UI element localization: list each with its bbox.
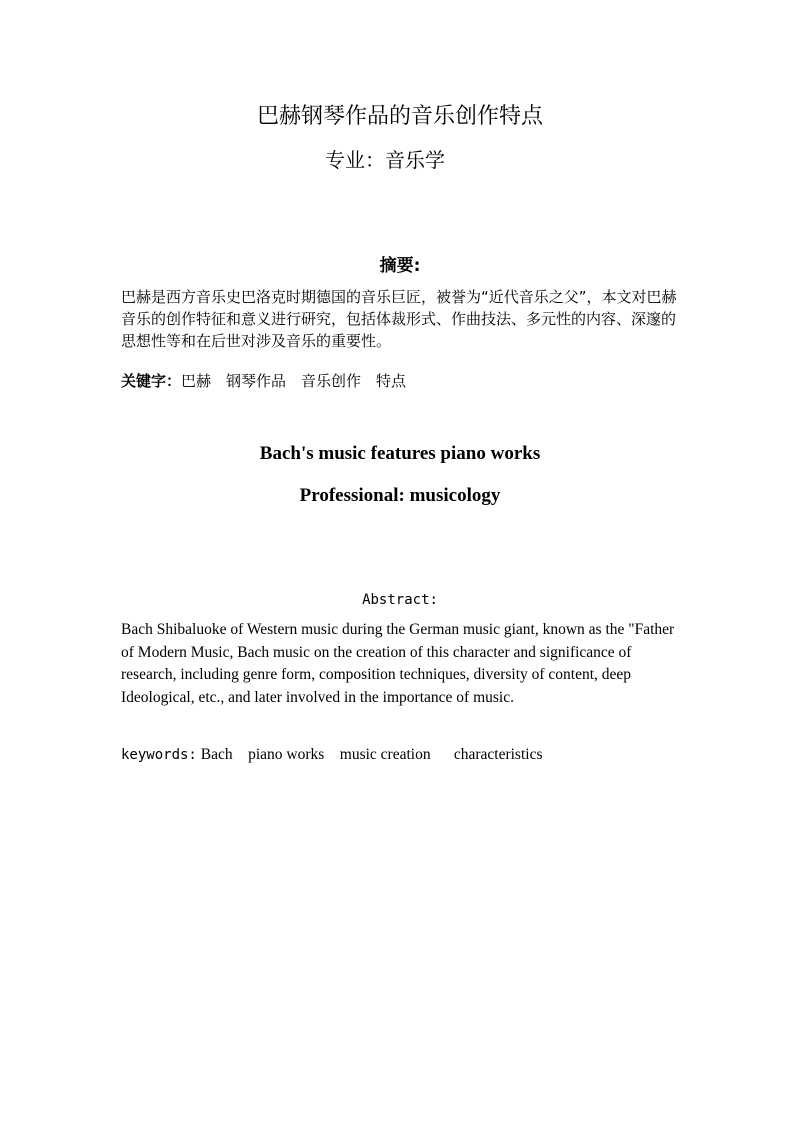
english-abstract-heading: Abstract:: [362, 592, 438, 608]
chinese-keywords-text: 巴赫 钢琴作品 音乐创作 特点: [181, 372, 407, 390]
chinese-abstract-heading: 摘要:: [379, 256, 421, 276]
chinese-keywords-label: 关键字：: [121, 372, 182, 390]
english-keywords-text: Bach piano works music creation characteristics: [196, 746, 543, 763]
chinese-title: 巴赫钢琴作品的音乐创作特点: [256, 104, 543, 129]
english-keywords: [121, 744, 542, 766]
chinese-major: 专业：音乐学: [325, 148, 445, 172]
chinese-abstract-body: 巴赫是西方音乐史巴洛克时期德国的音乐巨匠，被誉为“近代音乐之父”，本文对巴赫音乐的创作特征和意义进行研究，包括体裁形式、作曲技法、多元性的内容、深邃的思想性等和在后世对涉及音乐的重要性。: [121, 288, 677, 350]
english-title: Bach's music features piano works: [259, 443, 541, 464]
english-keywords-label: keywords:: [121, 747, 197, 763]
chinese-keywords: [121, 370, 406, 392]
english-abstract-body: Bach Shibaluoke of Western music during the German music giant, known as the "Father of Modern Music, Bach music on the creation of this character and significance of research, including genre form, composition techniques, diversity of content, deep Ideological, etc., and later involved in the importance of music.: [121, 621, 675, 706]
english-major: Professional: musicology: [299, 485, 501, 506]
